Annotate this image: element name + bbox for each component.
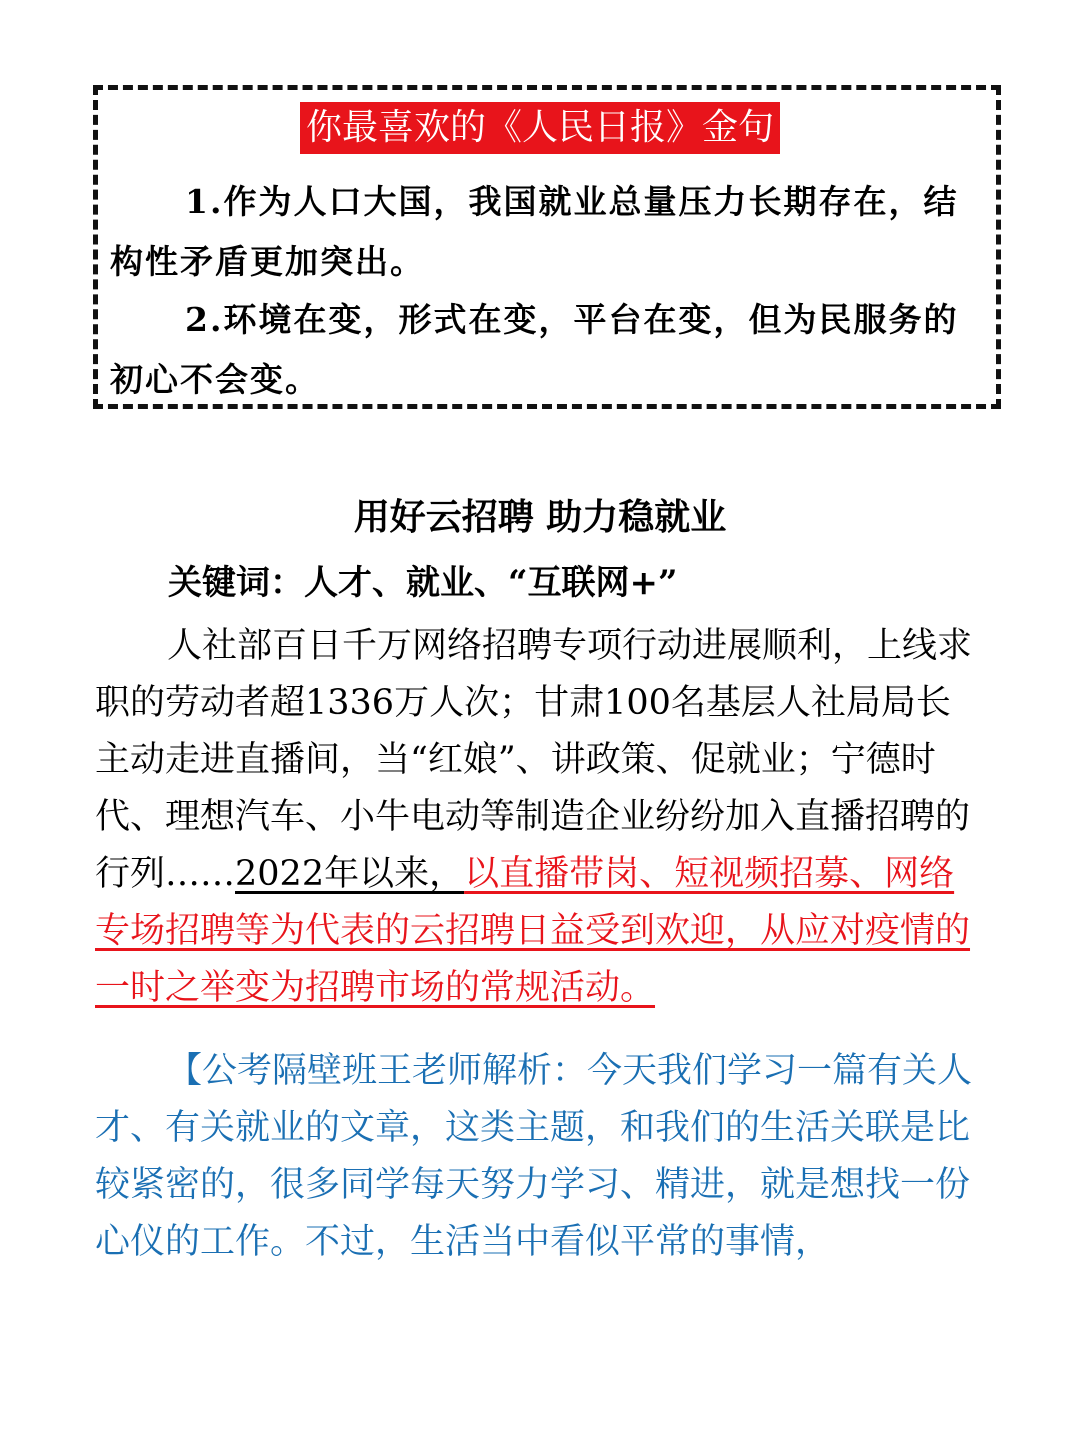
- article-title: 用好云招聘 助力稳就业: [353, 496, 727, 538]
- article-body-highlight: 以直播带岗、短视频招募、网络专场招聘等为代表的云招聘日益受到欢迎，从应对疫情的一时之举变为招聘市场的常规活动。: [95, 854, 971, 1008]
- article-body-underlined: 2022年以来，: [235, 854, 465, 894]
- quote-heading: 你最喜欢的《人民日报》金句: [300, 102, 780, 154]
- article-body: [95, 618, 985, 1017]
- teacher-analysis: 【公考隔壁班王老师解析：今天我们学习一篇有关人才、有关就业的文章，这类主题，和我们的生活关联是比较紧密的，很多同学每天努力学习、精进，就是想找一份心仪的工作。不过，生活当中看似平常的事情，: [95, 1051, 973, 1262]
- article-body-text: 人社部百日千万网络招聘专项行动进展顺利，上线求职的劳动者超1336万人次；甘肃100名基层人社局局长主动走进直播间，当“红娘”、讲政策、促就业；宁德时代、理想汽车、小牛电动等制造企业纷纷加入直播招聘的行列……: [95, 626, 973, 894]
- quote-item-2: 2.环境在变，形式在变，平台在变，但为民服务的初心不会变。: [110, 300, 959, 399]
- quote-item-1: 1.作为人口大国，我国就业总量压力长期存在，结构性矛盾更加突出。: [110, 182, 959, 281]
- article-keywords: 关键词：人才、就业、“互联网+”: [168, 563, 678, 603]
